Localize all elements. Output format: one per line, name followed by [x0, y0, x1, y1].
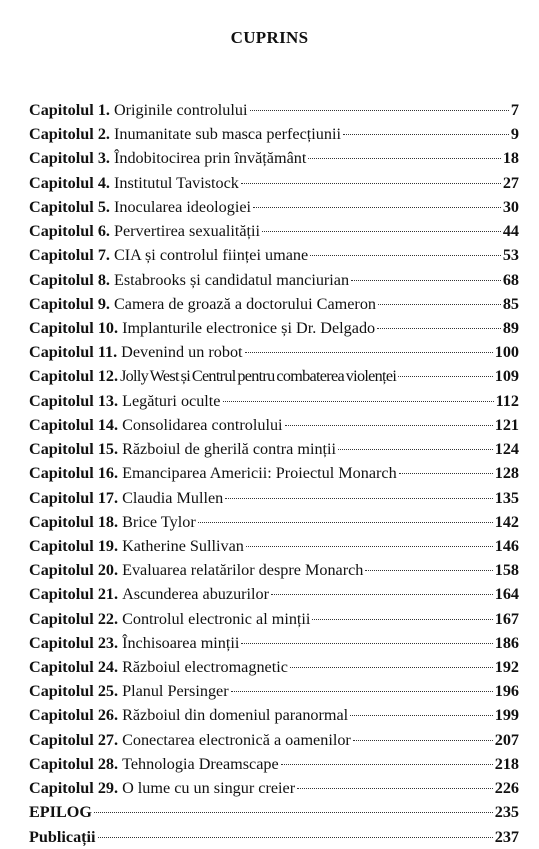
dot-leader	[281, 764, 493, 765]
toc-entry-chapter-11	[29, 340, 519, 364]
page-number: 135	[494, 488, 519, 507]
page-number: 186	[494, 633, 519, 652]
section-label: EPILOG	[29, 803, 92, 822]
chapter-label: Capitolul 13.	[29, 391, 119, 410]
chapter-label: Capitolul 24.	[29, 658, 119, 677]
page-number: 146	[494, 536, 519, 555]
page-number: 27	[502, 173, 519, 192]
toc-entry-chapter-28	[29, 752, 519, 776]
chapter-title: Emanciparea Americii: Proiectul Monarch	[122, 464, 397, 483]
chapter-label: Capitolul 11.	[29, 343, 118, 362]
chapter-title: Conectarea electronică a oamenilor	[122, 730, 351, 749]
chapter-label: Capitolul 20.	[29, 561, 119, 580]
chapter-title: Îndobitocirea prin învățământ	[113, 149, 307, 168]
toc-entry-publications	[29, 825, 519, 849]
page-number: 218	[494, 754, 519, 773]
toc-entry-chapter-5	[29, 195, 519, 219]
chapter-title: Brice Tylor	[122, 512, 196, 531]
chapter-label: Capitolul 26.	[29, 706, 119, 725]
chapter-title: Războiul de gherilă contra minții	[122, 440, 337, 459]
dot-leader	[250, 110, 509, 111]
dot-leader	[297, 788, 493, 789]
toc-entry-chapter-3	[29, 146, 519, 170]
dot-leader	[223, 401, 494, 402]
chapter-label: Capitolul 22.	[29, 609, 119, 628]
chapter-title: Pervertirea sexualității	[113, 222, 261, 241]
page-number: 68	[502, 270, 519, 289]
dot-leader	[241, 643, 492, 644]
chapter-title: Consolidarea controlului	[122, 415, 283, 434]
page-number: 167	[494, 609, 519, 628]
dot-leader	[246, 546, 493, 547]
chapter-label: Capitolul 2.	[29, 125, 110, 144]
toc-entry-chapter-25	[29, 679, 519, 703]
dot-leader	[231, 691, 493, 692]
dot-leader	[399, 473, 493, 474]
chapter-title: CIA și controlul ființei umane	[113, 246, 309, 265]
dot-leader	[338, 449, 493, 450]
page-number: 235	[494, 803, 519, 822]
page-number: 237	[494, 827, 519, 846]
chapter-label: Capitolul 29.	[29, 779, 119, 798]
chapter-title: Estabrooks și candidatul manciurian	[113, 270, 350, 289]
page-number: 89	[502, 318, 519, 337]
dot-leader	[271, 594, 493, 595]
dot-leader	[365, 570, 492, 571]
chapter-title: Inocularea ideologiei	[113, 197, 252, 216]
toc-entry-chapter-26	[29, 703, 519, 727]
dot-leader	[312, 619, 492, 620]
page-number: 121	[494, 415, 519, 434]
dot-leader	[98, 837, 493, 838]
dot-leader	[225, 498, 493, 499]
page-number: 128	[494, 464, 519, 483]
chapter-title: Ascunderea abuzurilor	[122, 585, 270, 604]
chapter-label: Capitolul 17.	[29, 488, 119, 507]
dot-leader	[241, 183, 501, 184]
chapter-title: Jolly West și Centrul pentru combaterea violenței	[120, 367, 397, 386]
page-number: 192	[494, 658, 519, 677]
chapter-label: Capitolul 25.	[29, 682, 119, 701]
dot-leader	[353, 740, 493, 741]
chapter-label: Capitolul 23.	[29, 633, 119, 652]
toc-entry-chapter-10	[29, 316, 519, 340]
chapter-label: Capitolul 4.	[29, 173, 110, 192]
toc-entry-chapter-6	[29, 219, 519, 243]
dot-leader	[310, 255, 501, 256]
dot-leader	[351, 280, 501, 281]
page-number: 53	[502, 246, 519, 265]
page-number: 158	[494, 561, 519, 580]
dot-leader	[285, 425, 493, 426]
page-number: 142	[494, 512, 519, 531]
page-title: CUPRINS	[230, 28, 309, 47]
toc-entry-chapter-14	[29, 413, 519, 437]
dot-leader	[378, 304, 501, 305]
chapter-title: Devenind un robot	[121, 343, 243, 362]
page-number: 124	[494, 440, 519, 459]
table-of-contents	[29, 98, 519, 849]
chapter-label: Capitolul 9.	[29, 294, 110, 313]
dot-leader	[94, 812, 493, 813]
toc-entry-chapter-7	[29, 243, 519, 267]
chapter-label: Capitolul 14.	[29, 415, 119, 434]
chapter-label: Capitolul 7.	[29, 246, 110, 265]
chapter-title: Institutul Tavistock	[113, 173, 239, 192]
page-number: 85	[502, 294, 519, 313]
page-number: 207	[494, 730, 519, 749]
dot-leader	[253, 207, 501, 208]
toc-entry-chapter-15	[29, 437, 519, 461]
toc-entry-chapter-20	[29, 558, 519, 582]
toc-entry-chapter-2	[29, 122, 519, 146]
chapter-label: Capitolul 28.	[29, 754, 119, 773]
toc-entry-chapter-19	[29, 534, 519, 558]
chapter-title: O lume cu un singur creier	[122, 779, 296, 798]
dot-leader	[350, 715, 493, 716]
toc-entry-chapter-21	[29, 582, 519, 606]
chapter-label: Capitolul 18.	[29, 512, 119, 531]
toc-entry-chapter-22	[29, 607, 519, 631]
chapter-title: Originile controlului	[113, 101, 248, 119]
toc-entry-chapter-8	[29, 268, 519, 292]
chapter-label: Capitolul 16.	[29, 464, 119, 483]
toc-entry-chapter-1	[29, 98, 519, 122]
chapter-label: Capitolul 10.	[29, 318, 119, 337]
chapter-title: Războiul din domeniul paranormal	[122, 706, 349, 725]
chapter-label: Capitolul 6.	[29, 222, 110, 241]
dot-leader	[198, 522, 493, 523]
toc-entry-chapter-18	[29, 510, 519, 534]
chapter-label: Capitolul 21.	[29, 585, 119, 604]
chapter-title: Planul Persinger	[122, 682, 229, 701]
chapter-label: Capitolul 5.	[29, 197, 110, 216]
toc-entry-chapter-27	[29, 728, 519, 752]
page-number: 9	[510, 125, 519, 144]
page-number: 226	[494, 779, 519, 798]
dot-leader	[308, 158, 500, 159]
toc-entry-chapter-13	[29, 389, 519, 413]
chapter-label: Capitolul 8.	[29, 270, 110, 289]
chapter-title: Camera de groază a doctorului Cameron	[113, 294, 377, 313]
page-number: 100	[494, 343, 519, 362]
chapter-label: Capitolul 27.	[29, 730, 119, 749]
dot-leader	[262, 231, 501, 232]
chapter-label: Capitolul 1.	[29, 101, 110, 119]
page-number: 112	[495, 391, 519, 410]
dot-leader	[377, 328, 501, 329]
chapter-title: Inumanitate sub masca perfecțiunii	[113, 125, 341, 144]
chapter-title: Controlul electronic al minții	[122, 609, 311, 628]
toc-entry-chapter-16	[29, 461, 519, 485]
section-label: Publicații	[29, 827, 96, 846]
dot-leader	[398, 376, 493, 377]
page-number: 109	[494, 367, 519, 386]
page-number: 30	[502, 197, 519, 216]
toc-entry-chapter-24	[29, 655, 519, 679]
chapter-title: Katherine Sullivan	[122, 536, 244, 555]
dot-leader	[290, 667, 493, 668]
chapter-title: Implanturile electronice și Dr. Delgado	[122, 318, 376, 337]
toc-entry-chapter-17	[29, 486, 519, 510]
page-number: 44	[502, 222, 519, 241]
chapter-label: Capitolul 15.	[29, 440, 119, 459]
toc-entry-epilog	[29, 800, 519, 824]
chapter-title: Tehnologia Dreamscape	[122, 754, 279, 773]
toc-entry-chapter-12	[29, 364, 519, 388]
toc-entry-chapter-23	[29, 631, 519, 655]
dot-leader	[343, 134, 509, 135]
chapter-title: Claudia Mullen	[122, 488, 224, 507]
toc-entry-chapter-29	[29, 776, 519, 800]
chapter-title: Evaluarea relatărilor despre Monarch	[122, 561, 364, 580]
page-number: 7	[510, 101, 519, 119]
page-number: 199	[494, 706, 519, 725]
page-number: 18	[502, 149, 519, 168]
chapter-title: Închisoarea minții	[122, 633, 240, 652]
dot-leader	[245, 352, 493, 353]
chapter-title: Războiul electromagnetic	[122, 658, 288, 677]
toc-entry-chapter-4	[29, 171, 519, 195]
chapter-label: Capitolul 12.	[29, 367, 119, 386]
chapter-title: Legături oculte	[122, 391, 221, 410]
page-number: 164	[494, 585, 519, 604]
page-number: 196	[494, 682, 519, 701]
toc-entry-chapter-9	[29, 292, 519, 316]
chapter-label: Capitolul 3.	[29, 149, 110, 168]
chapter-label: Capitolul 19.	[29, 536, 119, 555]
